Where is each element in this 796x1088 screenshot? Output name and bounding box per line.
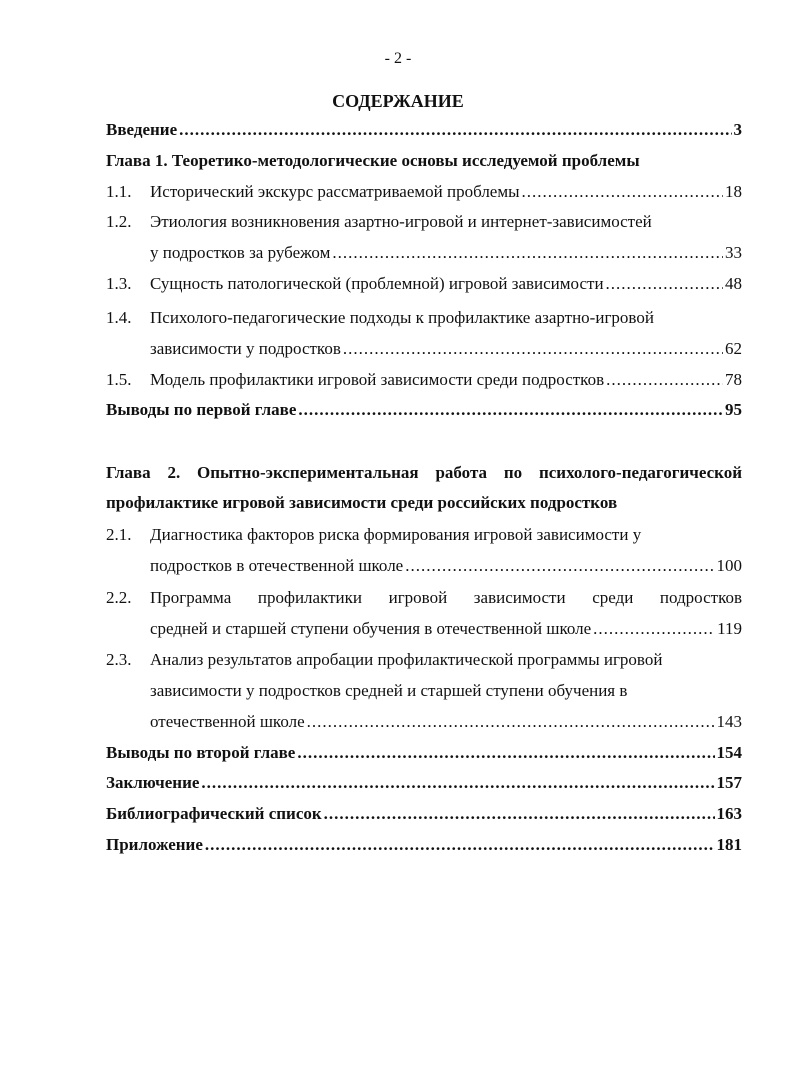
toc-entry-1-4 (150, 338, 742, 360)
toc-leader (298, 399, 723, 421)
toc-label-line1: Этиология возникновения азартно-игровой и интернет-зависимостей (150, 212, 652, 231)
toc-number: 1.1. (106, 182, 132, 201)
toc-leader (179, 119, 731, 141)
toc-page: 18 (725, 182, 742, 201)
chapter2-heading-line1: Глава 2. Опытно-экспериментальная работа по психолого-педагогической (106, 463, 742, 482)
toc-label: Выводы по первой главе (106, 400, 297, 419)
toc-entry-1-2 (150, 242, 742, 264)
toc-entry-bibliography (106, 803, 742, 825)
toc-label-line2: у подростков за рубежом (150, 243, 331, 262)
toc-entry-1-5 (150, 369, 742, 391)
toc-page: 154 (716, 743, 742, 762)
toc-label-line1: Диагностика факторов риска формирования игровой зависимости у (150, 525, 642, 544)
toc-number: 2.2. (106, 588, 132, 607)
toc-leader (201, 772, 714, 794)
toc-leader (332, 242, 723, 264)
toc-label: Сущность патологической (проблемной) игровой зависимости (150, 274, 604, 293)
toc-page: 62 (725, 339, 742, 358)
page-number: - 2 - (384, 50, 412, 67)
toc-page: 119 (717, 619, 742, 638)
toc-label: Заключение (106, 773, 200, 792)
toc-label-line3: отечественной школе (150, 712, 305, 731)
toc-page: 33 (725, 243, 742, 262)
toc-number: 2.1. (106, 525, 132, 544)
toc-entry-conclusion (106, 772, 742, 794)
toc-leader (297, 742, 714, 764)
toc-leader (606, 369, 723, 391)
toc-leader (593, 618, 715, 640)
toc-label-line1: Программа профилактики игровой зависимости среди подростков (150, 588, 742, 607)
toc-label: Библиографический список (106, 804, 322, 823)
toc-page: 48 (725, 274, 742, 293)
toc-label-line1: Психолого-педагогические подходы к профилактике азартно-игровой (150, 308, 654, 327)
toc-number: 2.3. (106, 650, 132, 669)
toc-leader (205, 834, 715, 856)
toc-number: 1.3. (106, 274, 132, 293)
toc-leader (522, 181, 723, 203)
toc-page: 181 (716, 835, 742, 854)
toc-entry-2-2 (150, 618, 742, 640)
toc-number: 1.4. (106, 308, 132, 327)
toc-leader (307, 711, 715, 733)
toc-label-line2: зависимости у подростков средней и старшей ступени обучения в (150, 681, 628, 700)
toc-entry-1-3 (150, 273, 742, 295)
toc-page: 78 (725, 370, 742, 389)
toc-entry-1-1 (150, 181, 742, 203)
toc-label: Выводы по второй главе (106, 743, 296, 762)
toc-entry-chapter2-conclusion (106, 742, 742, 764)
toc-page: 163 (716, 804, 742, 823)
toc-leader (405, 555, 714, 577)
toc-label-line2: средней и старшей ступени обучения в отечественной школе (150, 619, 592, 638)
toc-number: 1.2. (106, 212, 132, 231)
chapter2-heading-line2: профилактике игровой зависимости среди российских подростков (106, 493, 618, 512)
toc-leader (343, 338, 723, 360)
toc-label: Исторический экскурс рассматриваемой проблемы (150, 182, 520, 201)
toc-page: 95 (725, 400, 742, 419)
toc-leader (606, 273, 723, 295)
toc-entry-intro (106, 119, 742, 141)
toc-page: 157 (716, 773, 742, 792)
page-title: СОДЕРЖАНИЕ (332, 91, 464, 111)
toc-entry-chapter1-conclusion (106, 399, 742, 421)
toc-label: Введение (106, 120, 178, 139)
toc-entry-appendix (106, 834, 742, 856)
toc-page: 143 (716, 712, 742, 731)
toc-page: 3 (733, 120, 742, 139)
toc-label: Модель профилактики игровой зависимости среди подростков (150, 370, 605, 389)
toc-entry-2-1 (150, 555, 742, 577)
toc-label-line1: Анализ результатов апробации профилактической программы игровой (150, 650, 663, 669)
toc-label: Приложение (106, 835, 203, 854)
toc-number: 1.5. (106, 370, 132, 389)
toc-leader (324, 803, 715, 825)
chapter1-heading: Глава 1. Теоретико-методологические основы исследуемой проблемы (106, 151, 640, 170)
toc-entry-2-3 (150, 711, 742, 733)
toc-label-line2: зависимости у подростков (150, 339, 341, 358)
toc-page: 100 (716, 556, 742, 575)
toc-label-line2: подростков в отечественной школе (150, 556, 404, 575)
